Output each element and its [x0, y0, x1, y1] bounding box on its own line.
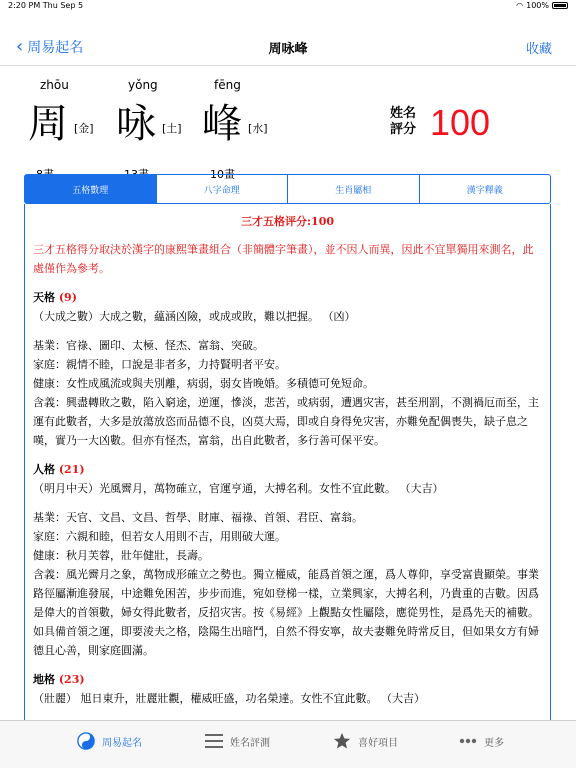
- score-label: 姓名評分: [390, 106, 417, 137]
- tabbar-item-more[interactable]: [458, 731, 504, 751]
- navigation-bar: [0, 22, 576, 66]
- chevron-left-icon: ‹: [16, 36, 24, 57]
- analysis-content[interactable]: [24, 204, 551, 720]
- name-display: [0, 66, 576, 181]
- tab-five-grid[interactable]: 五格數理: [25, 175, 156, 203]
- five-element: [金]: [74, 122, 94, 135]
- five-element: [土]: [162, 122, 182, 135]
- section-number: (9): [58, 291, 77, 304]
- section-tiange: [33, 288, 542, 450]
- section-detail: 基業：官祿、圖印、太極、怪杰、富翁、突破。: [33, 339, 264, 352]
- status-right: [516, 1, 568, 10]
- star-icon: [332, 731, 352, 751]
- section-detail: 含義：興盡轉敗之數，陷入窮途，逆運，慘淡，悲苦，或病弱，遭遇灾害，甚至刑罰，不測禍厄而至，主運有此數者，大多是放蕩放恣而品德不良，凶莫大焉，即或自身得免灾害，亦難免配偶喪失，缺子息之嘆，實乃一大凶數。但亦有怪杰，富翁，出自此數者，多行善可保平安。: [33, 396, 539, 447]
- page-title: 周咏峰: [268, 42, 308, 57]
- tabbar-item-favorites[interactable]: [332, 731, 398, 751]
- status-bar: [0, 0, 576, 12]
- status-date: Thu Sep 5: [42, 1, 84, 10]
- section-title-text: 天格: [33, 291, 55, 304]
- section-detail: 含義：風光霽月之象，萬物成形確立之勢也。獨立權威，能爲首領之運，爲人尊仰，享受富貴顯榮。事業路徑屬漸進發展，中途難免困苦，步步而進，宛如登梯一樣，立業興家，大搏名利，乃貴重的吉數。因爲是偉大的首領數，婦女得此數者，反招灾害。按《易經》上觀點女性屬陰，應從男性，是爲先天的補數。如具備首領之運，即要淩夫之格，陰陽生出暗鬥，自然不得安寧，故夫妻難免時常反目，但如果女方有婦德且心善，則家庭圓滿。: [33, 568, 539, 657]
- hanzi: 周: [28, 101, 68, 147]
- segmented-tabs: [24, 174, 551, 204]
- bottom-tab-bar: [0, 720, 576, 768]
- hanzi: 峰: [202, 101, 242, 147]
- tabbar-label: 更多: [484, 737, 504, 749]
- hanzi: 咏: [116, 101, 156, 147]
- back-button-label: 周易起名: [27, 40, 84, 56]
- content-heading: 三才五格评分:100: [240, 215, 335, 228]
- section-renge: [33, 460, 542, 660]
- status-time: 2:20 PM: [8, 1, 41, 10]
- section-number: (21): [58, 463, 85, 476]
- tabbar-item-evaluate[interactable]: [204, 731, 270, 751]
- tab-char-meaning[interactable]: 漢字釋義: [419, 175, 551, 203]
- tabbar-label: 周易起名: [102, 737, 142, 749]
- five-element: [水]: [248, 122, 268, 135]
- section-title-text: 人格: [33, 463, 55, 476]
- tabbar-item-naming[interactable]: [76, 731, 142, 751]
- wifi-icon: ◠: [516, 1, 524, 10]
- section-detail: 基業：天官、文昌、文昌、哲學、財庫、福祿、首領、君臣、富翁。: [33, 511, 363, 524]
- tabbar-label: 姓名評測: [230, 737, 270, 749]
- tab-zodiac[interactable]: 生肖屬相: [287, 175, 419, 203]
- section-summary: （壯麗） 旭日東升，壯麗壯觀，權威旺盛，功名榮達。女性不宜此數。 （大吉）: [33, 692, 425, 705]
- pinyin: yǒng: [128, 78, 158, 92]
- section-title: [33, 460, 542, 479]
- section-title-text: 地格: [33, 673, 55, 686]
- section-summary: （大成之數）大成之數，蘊涵凶險，或成或敗，難以把握。 （凶）: [33, 310, 356, 323]
- section-summary: （明月中天）光風霽月，萬物確立，官運亨通，大搏名利。女性不宜此數。 （大吉）: [33, 482, 444, 495]
- section-detail: 健康：女性成風流或與夫別離，病弱，弱女皆晚婚。多積德可免短命。: [33, 377, 374, 390]
- tab-bazi[interactable]: 八字命理: [156, 175, 288, 203]
- status-time-date: [8, 1, 83, 10]
- section-detail: 家庭：親情不睦，口說是非者多，力持賢明者平安。: [33, 358, 286, 371]
- section-number: (23): [58, 673, 85, 686]
- section-title: [33, 288, 542, 307]
- section-detail: 家庭：六親和睦，但若女人用則不吉，用則破大運。: [33, 530, 286, 543]
- tabbar-label: 喜好項目: [358, 737, 398, 749]
- battery-icon: [552, 2, 568, 9]
- stroke-count: 10畫: [210, 168, 235, 181]
- yin-yang-icon: [76, 731, 96, 751]
- list-icon: [204, 731, 224, 751]
- score-value: 100: [430, 102, 491, 143]
- favorite-button[interactable]: 收藏: [525, 42, 552, 57]
- battery-percent: 100%: [526, 1, 549, 10]
- section-detail: 健康：秋月芙蓉，壯年健壯，長壽。: [33, 549, 209, 562]
- pinyin: zhōu: [40, 78, 69, 92]
- section-title: [33, 670, 542, 689]
- more-icon: [458, 731, 478, 751]
- pinyin: fēng: [214, 78, 241, 92]
- content-intro: 三才五格得分取決於漢字的康熙筆畫組合（非簡體字筆畫），並不因人而異，因此不宜單獨用來測名，此處僅作為參考。: [33, 243, 534, 275]
